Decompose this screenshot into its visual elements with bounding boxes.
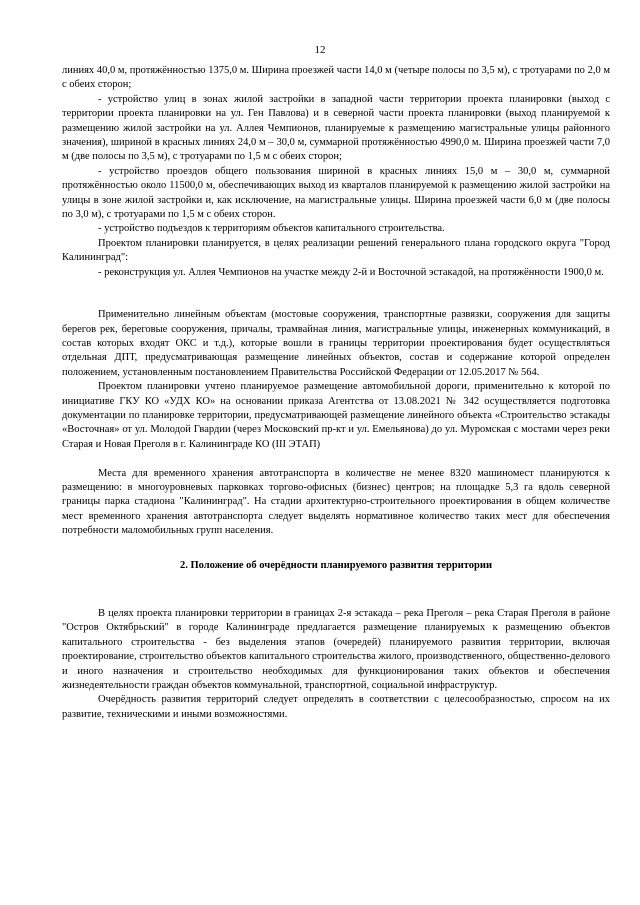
- paragraph-linear-objects: Применительно линейным объектам (мостовые сооружения, транспортные развязки, сооружения для защиты берегов рек, береговые сооружения, причалы, трамвайная линия, магистральные улицы, инженерных коммуникаций, в состав которых входят ОКС и т.д.), которые вошли в границы территории проектирования будет осуществляться отдельная ДПТ, предусматривающая размещение линейных объектов, состав и содержание которой определен положением, установленным постановлением Правительства Российской Федерации от 12.05.2017 № 564.: [62, 309, 610, 378]
- paragraph-development-stages: В целях проекта планировки территории в границах 2-я эстакада – река Преголя – река Старая Преголя в районе "Остров Октябрьский" в городе Калининграде предлагается размещение планируемых к размещению объектов капитального строительства - без выделения этапов (очередей) планируемого развития территории, включая проектирование, строительство объектов капитального строительства жилого, производственного, общественно-делового и иного назначения и строительство необходимых для функционирования таких объектов и обеспечения жизнедеятельности граждан объектов коммунальной, транспортной, социальной инфраструктур.: [62, 607, 610, 692]
- section-heading: 2. Положение об очерёдности планируемого развития территории: [180, 559, 492, 571]
- document-body: [62, 64, 610, 722]
- paragraph-development-order: Очерёдность развития территорий следует определять в соответствии с целесообразностью, спросом на их развитие, техническими и иными возможностями.: [62, 694, 610, 720]
- paragraph-access-roads: - устройство подъездов к территориям объектов капитального строительства.: [98, 223, 445, 235]
- paragraph-reconstruction: - реконструкция ул. Аллея Чемпионов на участке между 2-й и Восточной эстакадой, на протяжённости 1900,0 м.: [98, 266, 604, 278]
- page-number: 12: [314, 44, 326, 56]
- paragraph-master-plan: Проектом планировки планируется, в целях реализации решений генерального плана городского округа "Город Калининград":: [62, 237, 610, 264]
- paragraph-road-placement: Проектом планировки учтено планируемое размещение автомобильной дороги, применительно к которой по инициативе ГКУ КО «УДХ КО» на основании приказа Агентства от 13.08.2021 № 342 осуществляется подготовка документации по планировке территории, предусматривающей размещение линейного объекта «Строительство эстакады «Восточная» от ул. Молодой Гвардии (через Московский пр-кт и ул. Емельянова) до ул. Муромская с мостами через реки Старая и Новая Преголя в г. Калининграде КО (III ЭТАП): [62, 381, 610, 450]
- paragraph-public-driveways: - устройство проездов общего пользования шириной в красных линиях 15,0 м – 30,0 м, суммарной протяжённостью около 11500,0 м, обеспечивающих выход из кварталов планируемой к размещению жилой застройки на улицы в зоне жилой застройки и, как исключение, на магистральные улицы. Ширина проезжей части 6,0 м (две полосы по 3,0 м), с тротуарами по 1,5 м с обеих сторон.: [62, 165, 610, 221]
- paragraph-street-widths: линиях 40,0 м, протяжённостью 1375,0 м. Ширина проезжей части 14,0 м (четыре полосы по 3,5 м), с тротуарами по 2,0 м с обеих сторон;: [62, 65, 610, 91]
- paragraph-residential-streets: - устройство улиц в зонах жилой застройки в западной части территории проекта планировки (выход с территории проекта планировки на ул. Ген Павлова) и в северной части проекта планировки (выход планируемой к размещению жилой застройки на ул. Аллея Чемпионов, планируемые к размещению магистральные улицы районного значения), шириной в красных линиях 24,0 м – 30,0 м, суммарной протяжённостью 4990,0 м. Ширина проезжей части 7,0 м (две полосы по 3,5 м), с тротуарами по 1,5 м с обеих сторон;: [62, 93, 610, 163]
- paragraph-parking: Места для временного хранения автотранспорта в количестве не менее 8320 машиномест планируются к размещению: в многоуровневых парковках торгово-офисных (бизнес) центров; на площадке 5,3 га вдоль северной границы парка стадиона "Калининград". На стадии архитектурно-строительного проектирования в общем количестве мест временного хранения автотранспорта следует выделять нормативное количество таких мест для обеспечения потребности маломобильных групп населения.: [62, 467, 610, 537]
